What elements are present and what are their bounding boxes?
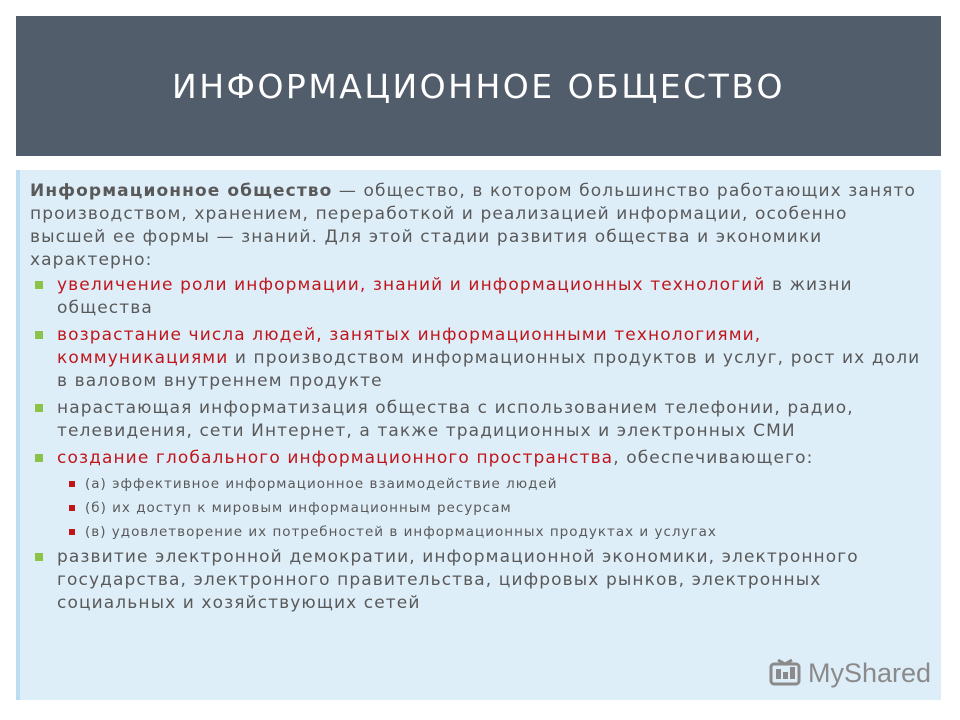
list-item — [30, 274, 923, 320]
sub-list-item — [30, 472, 923, 496]
list-item — [30, 324, 923, 393]
square-bullet-icon — [35, 404, 43, 412]
item-text: развитие электронной демократии, информационной экономики, электронного государства, электронного правительства, цифровых рынков, электронных социальных и хозяйствующих сетей — [57, 547, 859, 613]
small-square-bullet-icon — [69, 505, 75, 511]
watermark-text: MyShared — [808, 657, 932, 688]
square-bullet-icon — [35, 331, 43, 339]
item-highlight: возрастание числа людей, занятых информационными технологиями, коммуникациями — [57, 325, 762, 368]
sub-item-text: (в) удовлетворение их потребностей в информационных продуктах и услугах — [85, 524, 717, 540]
item-text: и производством информационных продуктов и услуг, рост их доли в валовом внутреннем продукте — [57, 348, 921, 391]
slide-title: ИНФОРМАЦИОННОЕ ОБЩЕСТВО — [172, 66, 785, 106]
intro-definition: — общество, в котором большинство работающих занято производством, хранением, переработкой и реализацией информации, особенно высшей ее формы — знаний. Для этой стадии развития общества и экономики характерно: — [30, 181, 916, 270]
small-square-bullet-icon — [69, 529, 75, 535]
square-bullet-icon — [35, 281, 43, 289]
sub-item-text: (а) эффективное информационное взаимодействие людей — [85, 476, 558, 492]
item-highlight: создание глобального информационного пространства — [57, 448, 614, 468]
item-highlight: увеличение роли информации, знаний и информационных технологий — [57, 275, 766, 295]
myshared-watermark[interactable] — [768, 656, 931, 690]
item-text: в жизни общества — [57, 275, 853, 318]
myshared-logo-icon — [768, 656, 802, 690]
square-bullet-icon — [35, 454, 43, 462]
list-item — [30, 546, 923, 615]
characteristics-list — [30, 274, 923, 615]
item-text: , обеспечивающего: — [613, 448, 814, 468]
small-square-bullet-icon — [69, 481, 75, 487]
item-text: нарастающая информатизация общества с использованием телефонии, радио, телевидения, сети Интернет, а также традиционных и электронных СМИ — [57, 398, 854, 441]
list-item — [30, 447, 923, 544]
square-bullet-icon — [35, 553, 43, 561]
sub-list-item — [30, 520, 923, 544]
content-panel — [16, 170, 941, 700]
sub-list — [30, 472, 923, 544]
intro-paragraph — [30, 180, 923, 272]
title-bar — [16, 16, 941, 156]
sub-item-text: (б) их доступ к мировым информационным ресурсам — [85, 500, 512, 516]
intro-term: Информационное общество — [30, 181, 333, 201]
sub-list-item — [30, 496, 923, 520]
list-item — [30, 397, 923, 443]
